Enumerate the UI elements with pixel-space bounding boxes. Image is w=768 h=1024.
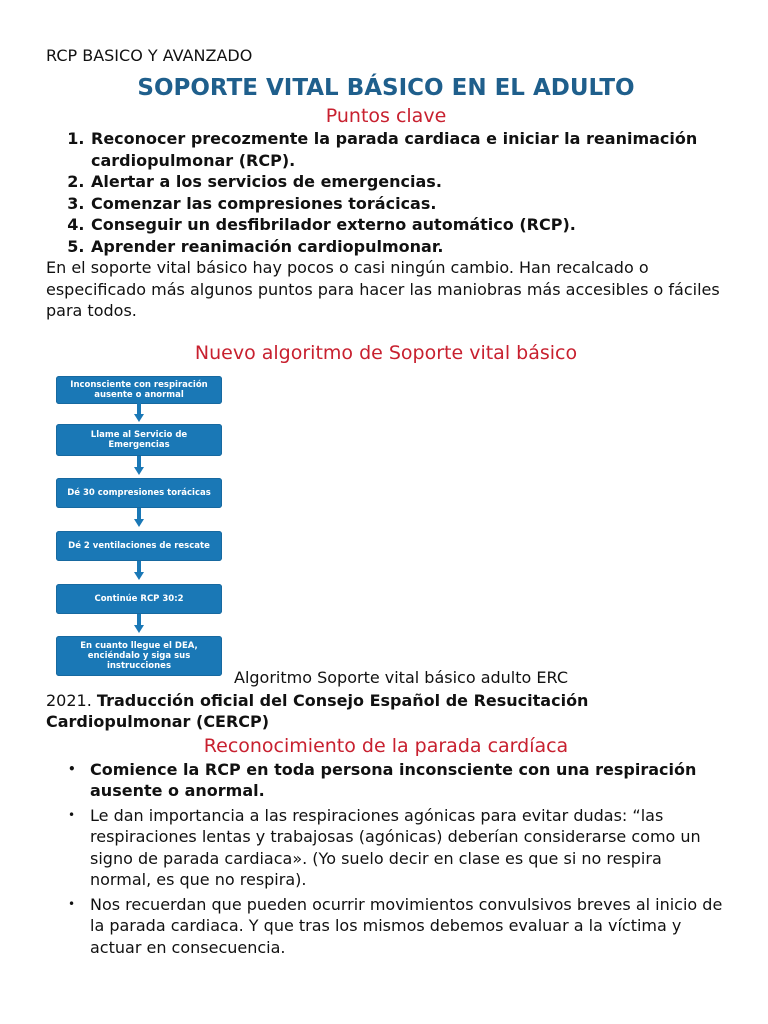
document-header: RCP BASICO Y AVANZADO [46, 46, 253, 65]
algorithm-caption [46, 690, 726, 733]
key-point-item: 3. Comenzar las compresiones torácicas. [90, 193, 726, 215]
key-points-list [46, 128, 726, 257]
key-points-heading: Puntos clave [325, 105, 447, 127]
arrow-down-icon [134, 403, 144, 422]
list-item: • Comience la RCP en toda persona inconsciente con una respiración ausente o anormal. [90, 759, 726, 802]
flow-step-aed: En cuanto llegue el DEA, enciéndalo y siga sus instrucciones [56, 636, 222, 676]
flow-step-compressions: Dé 30 compresiones torácicas [56, 478, 222, 508]
key-point-item: 5. Aprender reanimación cardiopulmonar. [90, 236, 726, 258]
arrow-down-icon [134, 508, 144, 527]
intro-paragraph: En el soporte vital básico hay pocos o casi ningún cambio. Han recalcado o especificado más algunos puntos para hacer las maniobras más accesibles o fáciles para todos. [46, 258, 720, 320]
bls-flowchart [56, 370, 236, 686]
caption-source: Traducción oficial del Consejo Español de Resucitación Cardiopulmonar (CERCP) [46, 690, 589, 731]
flow-step-rescue-breaths: Dé 2 ventilaciones de rescate [56, 531, 222, 561]
caption-year: 2021. [46, 690, 92, 710]
key-point-item: 2. Alertar a los servicios de emergencias. [90, 171, 726, 193]
list-item: • Le dan importancia a las respiraciones agónicas para evitar dudas: “las respiraciones lentas y trabajosas (agónicas) deberían considerarse como un signo de parada cardiaca». (Yo suelo decir en clase es que si no respira normal, es que no respira). [90, 805, 726, 891]
recognition-heading: Reconocimiento de la parada cardíaca [203, 734, 569, 757]
document-page [46, 44, 726, 961]
arrow-down-icon [134, 614, 144, 633]
flow-step-continue-cpr: Continúe RCP 30:2 [56, 584, 222, 614]
algorithm-caption-start: Algoritmo Soporte vital básico adulto ERC [234, 667, 568, 687]
arrow-down-icon [134, 561, 144, 580]
recognition-list [46, 759, 726, 959]
key-point-item: 4. Conseguir un desfibrilador externo automático (RCP). [90, 214, 726, 236]
flow-step-unconscious: Inconsciente con respiración ausente o anormal [56, 376, 222, 404]
key-point-item: 1. Reconocer precozmente la parada cardiaca e iniciar la reanimación cardiopulmonar (RCP). [90, 128, 726, 171]
algorithm-section [46, 370, 726, 690]
page-title: SOPORTE VITAL BÁSICO EN EL ADULTO [137, 75, 635, 101]
arrow-down-icon [134, 456, 144, 475]
flow-step-call-emergency: Llame al Servicio de Emergencias [56, 424, 222, 456]
list-item: • Nos recuerdan que pueden ocurrir movimientos convulsivos breves al inicio de la parada cardiaca. Y que tras los mismos debemos evaluar a la víctima y actuar en consecuencia. [90, 894, 726, 959]
algorithm-heading: Nuevo algoritmo de Soporte vital básico [194, 341, 578, 364]
